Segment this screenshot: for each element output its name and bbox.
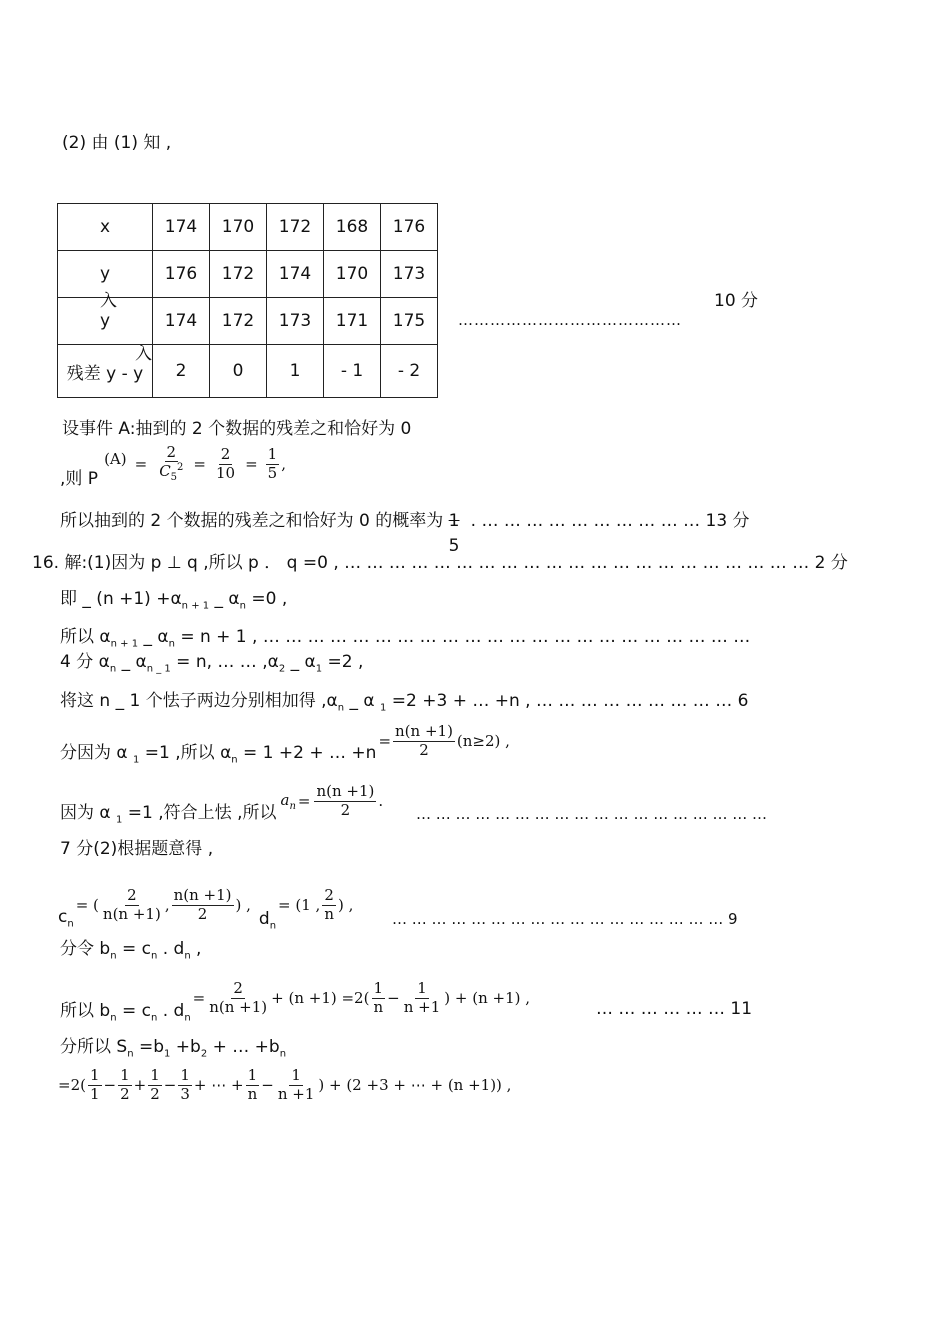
q16-line11: 所以 $b_n = c_n$ . $d_n$ = $\frac{2}{n(n +1)}$ + (n +1) =2( $\frac{1}{n}$ − $\frac{1}{n +1}$ ) + (n +1) , (60, 979, 531, 1024)
intro-line: (2) 由 (1) 知 , (62, 133, 172, 153)
row-label: 残差 y - y (66, 363, 144, 384)
fraction: $\frac{2}{n(n +1)}$ (209, 979, 268, 1017)
table-cell: 174 (267, 251, 324, 298)
fraction: $\frac{n(n +1)}{2}$ (395, 722, 453, 760)
table-cell (58, 291, 153, 345)
hat-mark: 入 (100, 291, 117, 311)
table-row (58, 298, 438, 345)
table-cell: 172 (267, 204, 324, 251)
table-cell: y (58, 251, 153, 298)
table-cell: - 1 (324, 345, 381, 398)
table-cell: 172 (210, 251, 267, 298)
table-cell: 1 (267, 345, 324, 398)
conclusion-line: 所以抽到的 2 个数据的残差之和恰好为 0 的概率为 1 5 . … … … … … … … … … … 13 分 (60, 511, 750, 556)
q16-line11-dots: … … … … … … 11 (596, 999, 753, 1019)
table-cell: 176 (381, 204, 438, 251)
table-cell: 0 (210, 345, 267, 398)
q16-line6: 分因为 α $_1$ =1 ,所以 $\alpha_n = 1 +2$ + … +n = $\frac{n(n +1)}{2}$ (n≥2) , (60, 722, 510, 766)
table-cell: 2 (153, 345, 210, 398)
q16-line4: 4 分 $\alpha_n$ _ $\alpha_{n \_ 1} = n$, … … $,\alpha_2$ _ $\alpha_1 =2$ , (60, 652, 364, 675)
fraction: $\frac{1}{n +1}$ (403, 979, 441, 1017)
q16-line7: 因为 α $_1$ =1 ,符合上怯 ,所以 $a_n$ = $\frac{n(n +1)}{2}$ . (60, 782, 384, 826)
table-cell: 171 (324, 298, 381, 345)
table-cell: x (58, 204, 153, 251)
frac-num: 1 (448, 511, 460, 531)
table-cell: 168 (324, 204, 381, 251)
table-row (58, 204, 438, 251)
q16-line9-dots: … … … … … … … … … … … … … … … … … 9 (392, 910, 738, 928)
score-label: 10 分 (714, 291, 759, 311)
hat-mark: 入 (135, 344, 152, 364)
fraction: $\frac{1}{n}$ (373, 979, 384, 1017)
score-dots: …………………………………… (458, 311, 682, 329)
q16-line7-dots: … … … … … … … … … … … … … … … … … … (416, 805, 768, 823)
q16-line5: 将这 n _ 1 个怯子两边分别相加得 $,\alpha_n$ _ α $_1$ =2 +3 + … +n , … … … … … … … … … 6 (60, 691, 749, 714)
event-definition: 设事件 A:抽到的 2 个数据的残差之和恰好为 0 (62, 419, 412, 439)
fraction: $\frac{1}{2}$ (150, 1066, 160, 1103)
table-cell: 173 (267, 298, 324, 345)
q16-line3: 所以 $\alpha_{n + 1}$ _ $\alpha_n = n + 1$ , … … … … … … … … … … … … … … … … … … … … … … (60, 627, 751, 650)
probability-formula: ,则 P (A) = $\frac{2}{C_5^2}$ = $\frac{2}{10}$ = $\frac{1}{5}$ , (60, 442, 286, 489)
table-cell: 170 (210, 204, 267, 251)
fraction: $\frac{n(n +1)}{2}$ (316, 782, 375, 820)
fraction: $\frac{2}{n}$ (324, 886, 334, 924)
q16-line9: $c_n$ = ( $\frac{2}{n(n +1)}$ , $\frac{n(n +1)}{2}$ ) , $d_n$ = (1 , $\frac{2}{n}$ ) , (58, 886, 354, 932)
residual-table (57, 203, 438, 398)
table-cell: - 2 (381, 345, 438, 398)
table-cell: 174 (153, 204, 210, 251)
prob-arg: (A) (104, 450, 127, 469)
table-cell: 176 (153, 251, 210, 298)
prob-prefix: ,则 P (60, 469, 99, 489)
table-cell: 174 (153, 298, 210, 345)
table-cell: 172 (210, 298, 267, 345)
fraction: $\frac{2}{10}$ (216, 445, 236, 482)
q16-line1: 16. 解:(1)因为 p ⊥ q ,所以 p ． q =0 , … … … … … … … … … … … … … … … … … … … … … 2 分 (32, 553, 848, 573)
table-cell: 173 (381, 251, 438, 298)
row-label: y (99, 311, 111, 331)
fraction: $\frac{1}{1}$ (89, 1066, 100, 1103)
frac-den: 5 (448, 536, 460, 556)
fraction: $\frac{1}{5}$ (267, 445, 278, 482)
table-cell: 175 (381, 298, 438, 345)
fraction: $\frac{n(n +1)}{2}$ (173, 886, 232, 924)
q16-line13: =2( $\frac{1}{1}$ − $\frac{1}{2}$ + $\frac{1}{2}$ − $\frac{1}{3}$ + ⋯ + $\frac{1}{n}$ − $\frac{1}{n +1}$ ) + (2 +3 + ⋯ + (n +1)) , (58, 1066, 512, 1103)
fraction: $\frac{1}{2}$ (120, 1066, 130, 1103)
q16-line2: 即 _ $(n +1) +\alpha_{n + 1}$ _ $\alpha_n =0$ , (60, 589, 288, 612)
q16-line12: 分所以 $S_n =b_1 +b_2$ + … $+b_n$ (60, 1037, 287, 1060)
table-cell (58, 345, 153, 398)
fraction: $\frac{1}{n +1}$ (277, 1066, 315, 1103)
fraction: $\frac{2}{n(n +1)}$ (102, 886, 161, 924)
table-cell: 170 (324, 251, 381, 298)
fraction: $\frac{2}{C_5^2}$ (159, 442, 184, 484)
q16-line8: 7 分(2)根据题意得 , (60, 839, 214, 859)
fraction: $\frac{1}{n}$ (247, 1066, 258, 1103)
table-row (58, 345, 438, 398)
fraction: $\frac{1}{3}$ (180, 1066, 190, 1103)
q16-line10: 分令 $b_n = c_n$ . $d_n$ , (60, 939, 202, 962)
